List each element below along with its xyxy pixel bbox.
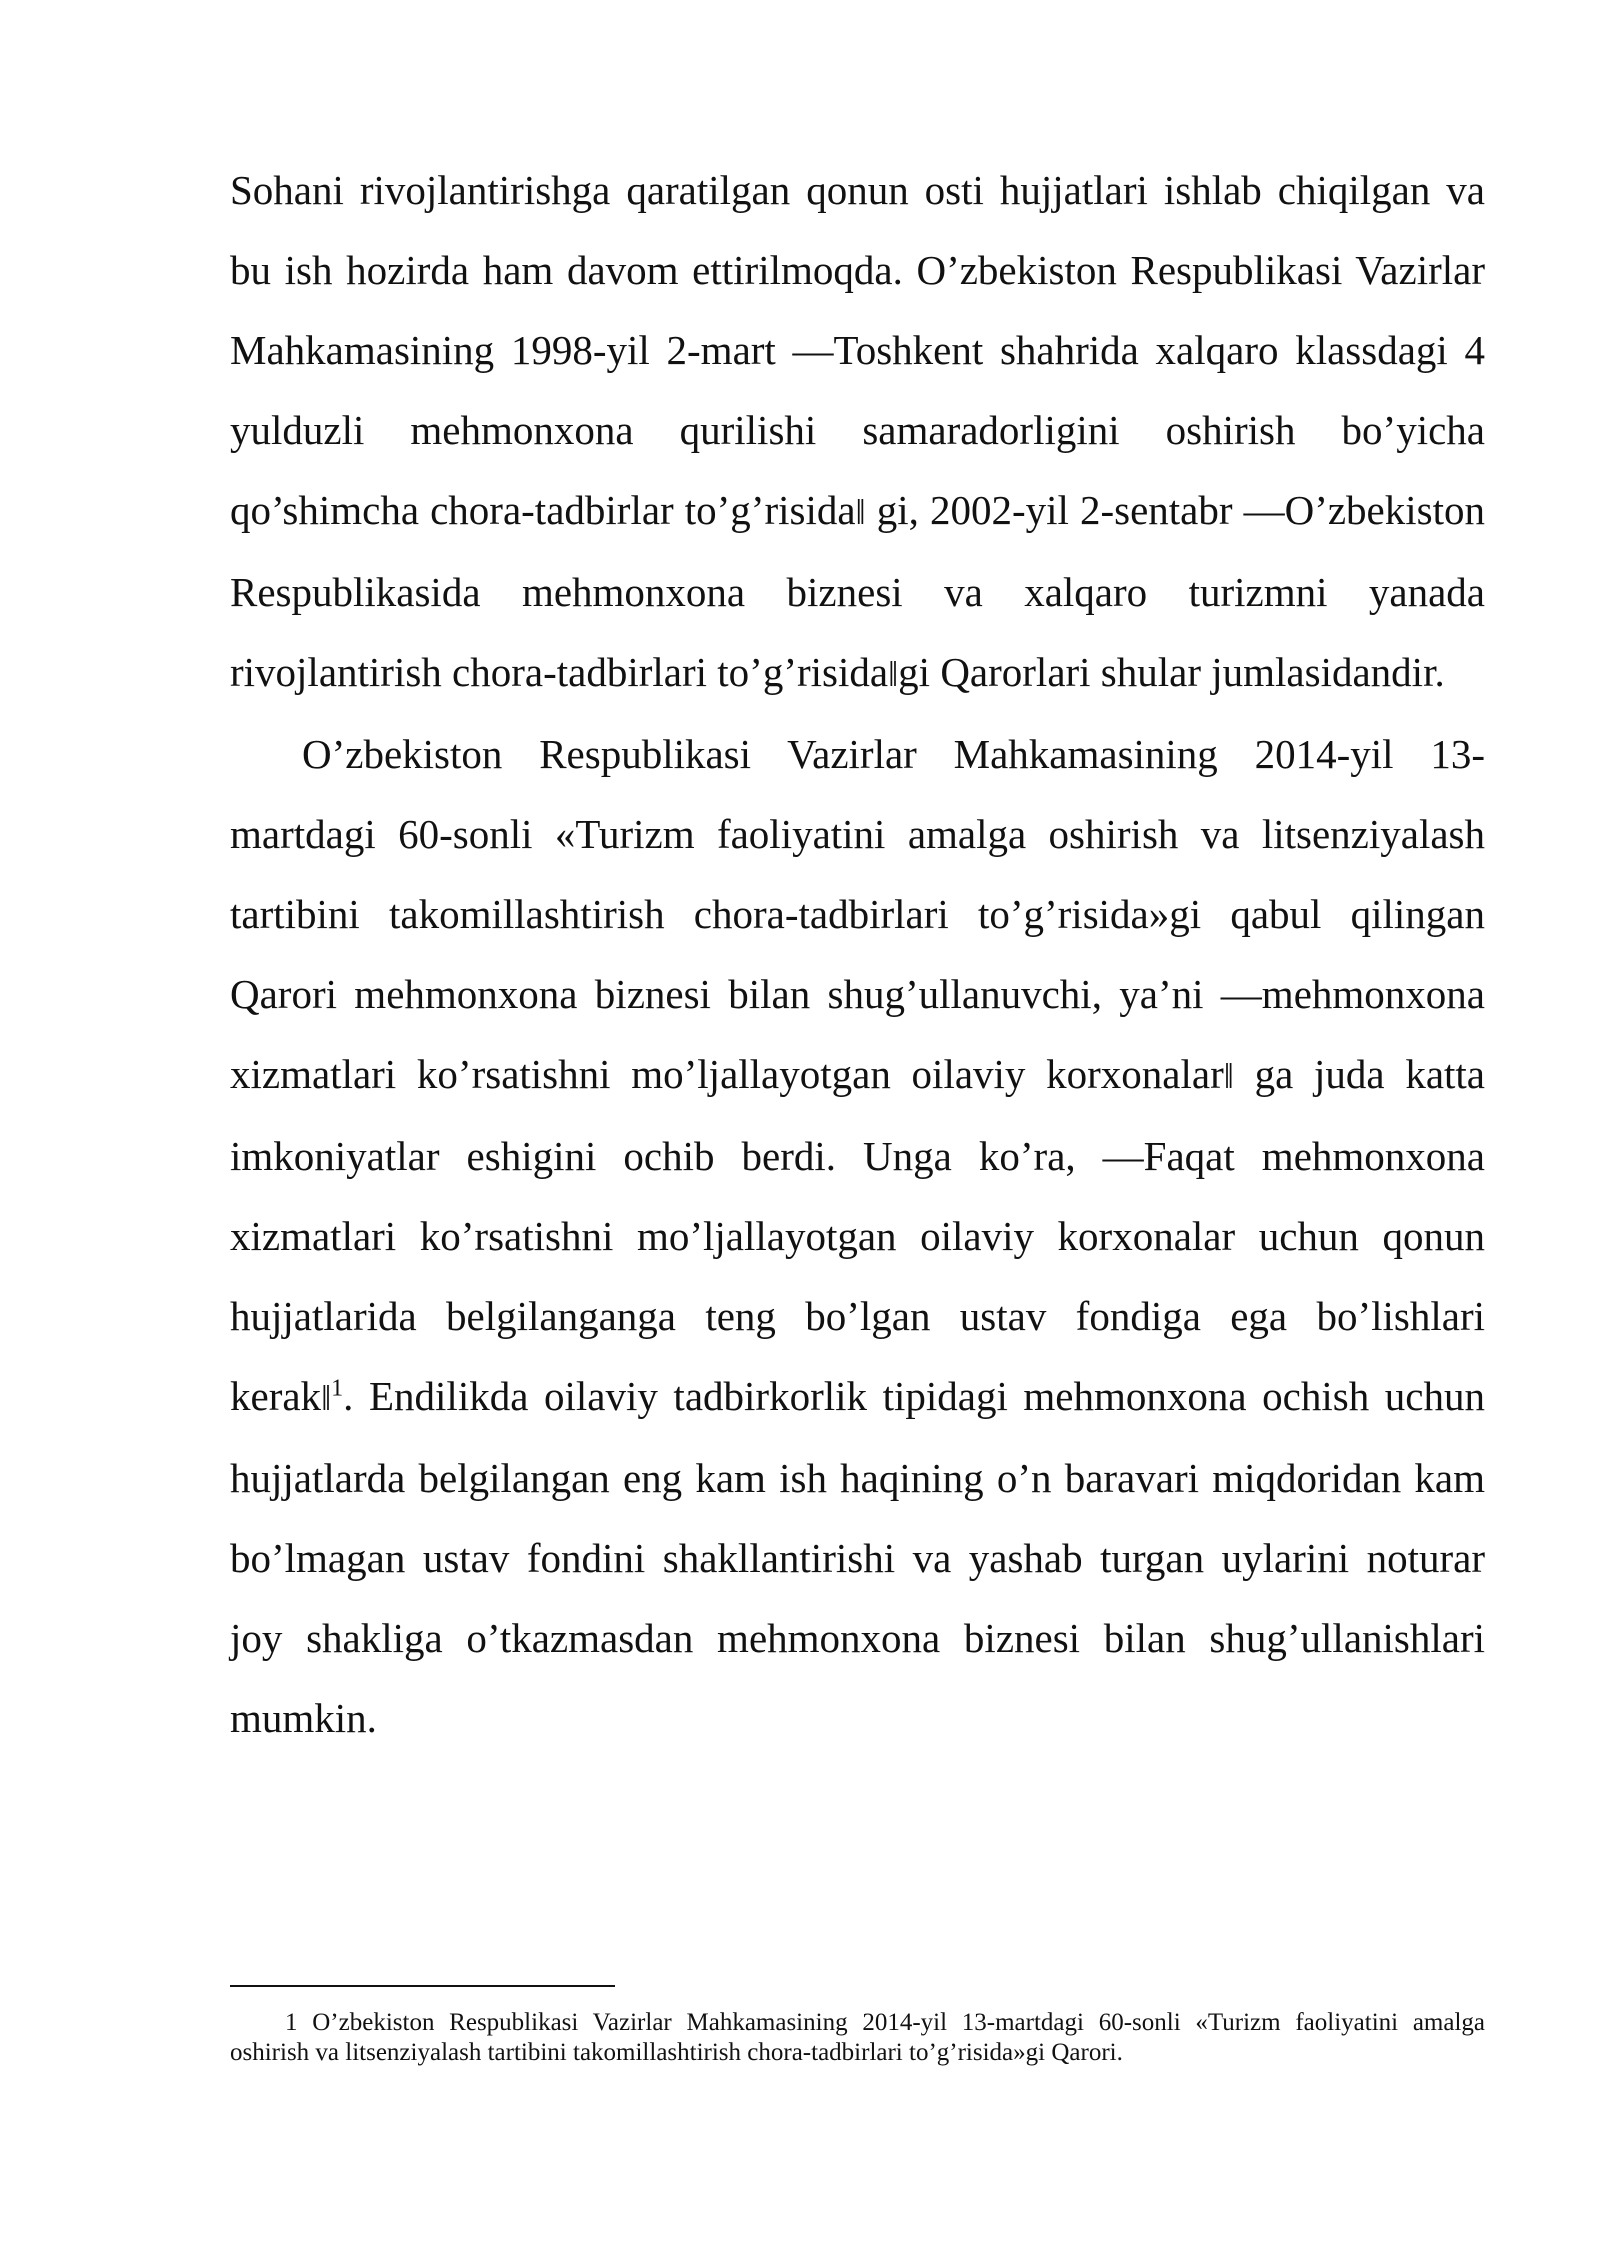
paragraph-1-text-c: gi Qarorlari shular jumlasidandir. [898,649,1445,695]
quote-mark: ‖ [888,654,899,694]
paragraph-2 [230,714,1485,1758]
footnote-separator [230,1985,615,1987]
paragraph-2-text-c: . Endilikda oilaviy tadbirkorlik tipidagi mehmonxona ochish uchun hujjatlarda belgilangan eng kam ish haqining o’n baravari miqdoridan kam bo’lmagan ustav fondini shakllantirishi va yashab turgan uylarini noturar joy shakliga o’tkazmasdan mehmonxona biznesi bilan shug’ullanishlari mumkin. [230,1373,1485,1741]
paragraph-1-text-b: gi, 2002-yil 2-sentabr ―O’zbekiston Respublikasida mehmonxona biznesi va xalqaro turizmni yanada rivojlantirish chora-tadbirlari to’g’risida [230,487,1485,695]
paragraph-2-text-a: O’zbekiston Respublikasi Vazirlar Mahkamasining 2014-yil 13-martdagi 60-sonli «Turizm faoliyatini amalga oshirish va litsenziyalash tartibini takomillashtirish chora-tadbirlari to’g’risida»gi qabul qilingan Qarori mehmonxona biznesi bilan shug’ullanuvchi, ya’ni ―mehmonxona xizmatlari ko’rsatishni mo’ljallayotgan oilaviy korxonalar [230,731,1485,1097]
footnote-reference: 1 [331,1375,344,1402]
quote-mark: ‖ [1223,1056,1234,1096]
footnote-number: 1 [285,2009,298,2036]
paragraph-1-text-a: Sohani rivojlantirishga qaratilgan qonun osti hujjatlari ishlab chiqilgan va bu ish hozirda ham davom ettirilmoqda. O’zbekiston Respublikasi Vazirlar Mahkamasining 1998-yil 2-mart ―Toshkent shahrida xalqaro klassdagi 4 yulduzli mehmonxona qurilishi samaradorligini oshirish bo’yicha qo’shimcha chora-tadbirlar to’g’risida [230,167,1485,533]
quote-mark: ‖ [321,1378,332,1418]
quote-mark: ‖ [855,492,866,532]
paragraph-1 [230,150,1485,714]
body-text [230,150,1485,1758]
footnote-text: O’zbekiston Respublikasi Vazirlar Mahkamasining 2014-yil 13-martdagi 60-sonli «Turizm faoliyatini amalga oshirish va litsenziyalash tartibini takomillashtirish chora-tadbirlari to’g’risida»gi Qarori. [230,2009,1486,2066]
paragraph-2-text-b: ga juda katta imkoniyatlar eshigini ochib berdi. Unga ko’ra, ―Faqat mehmonxona xizmatlari ko’rsatishni mo’ljallayotgan oilaviy korxonalar uchun qonun hujjatlarida belgilanganga teng bo’lgan ustav fondiga ega bo’lishlari kerak [230,1051,1485,1419]
footnote [230,2008,1485,2068]
